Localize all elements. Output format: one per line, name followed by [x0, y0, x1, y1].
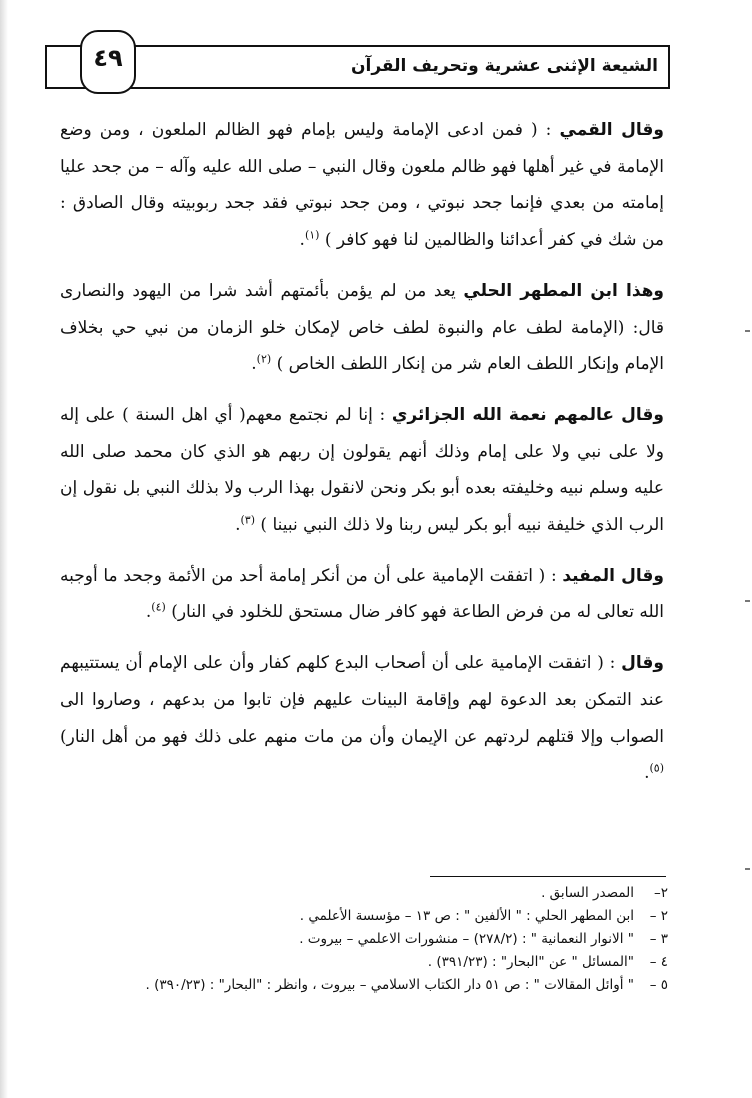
paragraph-hilli	[60, 273, 664, 383]
page-number-badge	[80, 30, 136, 94]
paragraph-jazairi	[60, 397, 664, 544]
paragraph-end: .	[235, 515, 241, 536]
page-edge-shadow	[0, 0, 8, 1098]
footnote-reference: (٤)	[151, 600, 166, 614]
main-text	[60, 112, 664, 806]
page-header	[45, 45, 670, 89]
paragraph-qummi	[60, 112, 664, 259]
paragraph-text: : إنا لم نجتمع معهم( أي اهل السنة ) على إله ولا على نبي ولا على إمام وذلك أنهم يقولون إن ربهم هو الذي كان محمد صلى الله عليه وسلم نبيه وخليفته بعده أبو بكر ونحن لانقول بهذا الرب ولا بذلك النبي بل نقول إن الرب الذي خليفة نبيه أبو بكر ليس ربنا ولا ذلك النبي نبينا )	[60, 404, 664, 536]
paragraph-text: : ( فمن ادعى الإمامة وليس بإمام فهو الظالم الملعون ، ومن وضع الإمامة في غير أهلها فهو ظالم ملعون وقال النبي – صلى الله عليه وآله – من جحد عليا إمامته من بعدي فإنما جحد نبوتي ، ومن جحد نبوتي فقد جحد ربوبيته وقال الصادق : من شك في كفر أعدائنا والظالمين لنا فهو كافر )	[60, 120, 664, 251]
footnote-text: ابن المطهر الحلي : " الألفين " : ص ١٣ – مؤسسة الأعلمي .	[299, 908, 634, 924]
speaker-name: وهذا ابن المطهر الحلي	[463, 280, 664, 301]
footnote-reference: (١)	[304, 228, 320, 242]
speaker-name: وقال المفيد	[562, 565, 664, 586]
paragraph-end: .	[644, 763, 650, 784]
paragraph-end: .	[251, 354, 257, 375]
footnote-number: ٣ –	[649, 931, 668, 947]
footnote-item	[40, 882, 668, 905]
footnote-text: المصدر السابق .	[541, 885, 634, 901]
footnote-item	[40, 951, 668, 974]
footnote-text: "المسائل " عن "البحار" : (٣٩١/٢٣) .	[427, 954, 634, 970]
speaker-name: وقال	[621, 653, 664, 674]
paragraph-end: .	[145, 602, 152, 623]
footnotes	[40, 882, 668, 997]
footnote-reference: (٣)	[240, 513, 256, 527]
paragraph-text: : ( اتفقت الإمامية على أن أصحاب البدع كلهم كفار وأن على الإمام أن يستتيبهم عند التمكن بعد الدعوة لهم وإقامة البينات عليهم فإن تابوا من بدعهم ، وصاروا الى الصواب وإلا قتلهم لردتهم عن الإيمان وأن من مات منهم على ذلك فهو من أهل النار)	[60, 653, 664, 747]
footnote-item	[40, 974, 668, 997]
paragraph-mufid-2	[60, 645, 664, 792]
footnote-reference: (٢)	[256, 352, 272, 366]
footnote-separator	[430, 876, 666, 877]
paragraph-mufid	[60, 558, 664, 631]
paragraph-text: : ( اتفقت الإمامية على أن من أنكر إمامة أحد من الأئمة وجحد ما أوجبه الله تعالى له من فرض الطاعة فهو كافر ضال مستحق للخلود في النار)	[60, 565, 664, 623]
running-title: الشيعة الإثنى عشرية وتحريف القرآن	[351, 56, 658, 76]
footnote-text: " الانوار النعمانية " : (٢٧٨/٢) – منشورات الاعلمي – بيروت .	[299, 931, 634, 947]
footnote-reference: (٥)	[649, 761, 664, 775]
paragraph-end: .	[299, 230, 305, 251]
page-number: ٤٩	[93, 44, 123, 72]
speaker-name: وقال عالمهم نعمة الله الجزائري	[391, 404, 665, 425]
edge-mark	[745, 330, 750, 332]
footnote-number: ٢ –	[649, 908, 668, 924]
footnote-item	[40, 905, 668, 928]
footnote-text: " أوائل المقالات " : ص ٥١ دار الكتاب الاسلامي – بيروت ، وانظر : "البحار" : (٣٩٠/٢٣) .	[145, 977, 634, 993]
footnote-number: ٥ –	[649, 977, 668, 993]
footnote-item	[40, 928, 668, 951]
footnote-number: ٤ –	[649, 954, 668, 970]
edge-mark	[745, 868, 750, 870]
speaker-name: وقال القمي	[559, 120, 665, 140]
edge-mark	[745, 600, 750, 602]
footnote-number: ٢–	[653, 885, 668, 901]
paragraph-text: يعد من لم يؤمن بأئمتهم أشد شرا من اليهود والنصارى قال: (الإمامة لطف عام والنبوة لطف خاص لإمكان خلو الزمان من نبي حي بخلاف الإمام وإنكار اللطف العام شر من إنكار اللطف الخاص )	[60, 280, 664, 375]
